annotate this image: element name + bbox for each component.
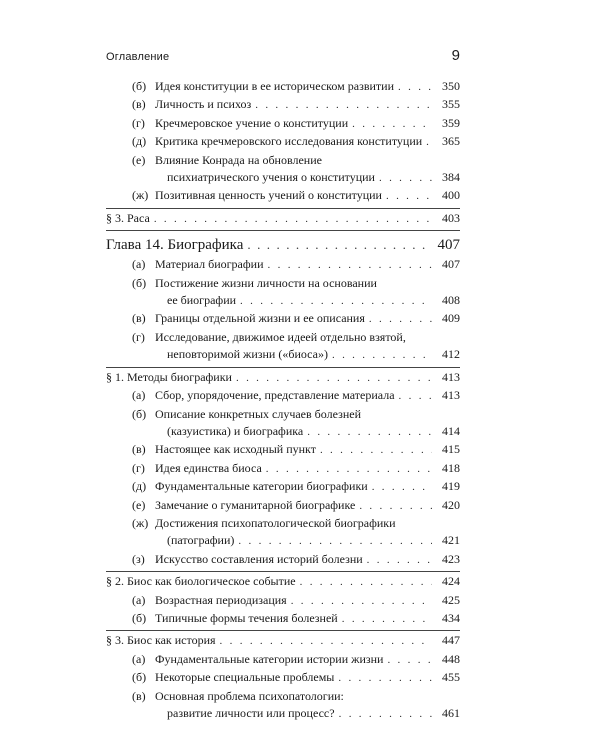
toc-entry-title: Глава 14. Биографика [106, 237, 244, 254]
toc-subsection-entry[interactable] [106, 152, 460, 188]
toc-page-number: 408 [442, 293, 460, 308]
toc-entry-title: Достижения психопатологической биографики [155, 515, 396, 530]
running-head [106, 47, 460, 67]
running-title: Оглавление [106, 51, 170, 63]
leader-dots [236, 370, 432, 387]
toc-entry-title: неповторимой жизни («биоса») [167, 347, 328, 362]
section-divider [106, 630, 460, 631]
leader-dots [372, 479, 432, 496]
toc-entry-title: Замечание о гуманитарной биографике [155, 497, 356, 512]
toc-entry-title: Основная проблема психопатологии: [155, 688, 344, 703]
toc-subsection-entry[interactable] [106, 96, 460, 114]
toc-section-entry[interactable] [106, 210, 460, 228]
toc-entry-marker: (е) [132, 152, 146, 167]
toc-entry-marker: (в) [132, 442, 146, 457]
toc-entry-title: Фундаментальные категории истории жизни [155, 651, 384, 666]
toc-entry-marker: (е) [132, 497, 146, 512]
toc-subsection-entry[interactable] [106, 115, 460, 133]
toc-page-number: 359 [442, 115, 460, 130]
toc-entry-marker: (г) [132, 460, 145, 475]
toc-entry-marker: (б) [132, 406, 147, 421]
toc-page-number: 407 [442, 257, 460, 272]
table-of-contents [106, 78, 460, 723]
toc-subsection-entry[interactable] [106, 275, 460, 311]
toc-entry-title: Возрастная периодизация [155, 592, 287, 607]
toc-subsection-entry[interactable] [106, 551, 460, 569]
toc-page-number: 409 [442, 311, 460, 326]
toc-entry-title: Настоящее как исходный пункт [155, 442, 316, 457]
leader-dots [367, 552, 432, 569]
toc-entry-marker: (д) [132, 479, 147, 494]
toc-entry-title: Некоторые специальные проблемы [155, 670, 335, 685]
toc-entry-marker: (ж) [132, 515, 149, 530]
leader-dots [387, 652, 432, 669]
toc-section-entry[interactable] [106, 632, 460, 650]
toc-page-number: 414 [442, 423, 460, 438]
toc-subsection-entry[interactable] [106, 133, 460, 151]
leader-dots [255, 97, 432, 114]
toc-page-number: 384 [442, 170, 460, 185]
leader-dots [220, 633, 432, 650]
toc-entry-title: Постижение жизни личности на основании [155, 275, 377, 290]
toc-entry-marker: (а) [132, 592, 146, 607]
leader-dots [266, 461, 432, 478]
toc-page-number: 413 [442, 388, 460, 403]
toc-page-number: 418 [442, 460, 460, 475]
toc-entry-marker: (а) [132, 651, 146, 666]
page-number: 9 [451, 47, 460, 64]
toc-entry-marker: (б) [132, 275, 147, 290]
toc-entry-title: Типичные формы течения болезней [155, 610, 338, 625]
toc-page-number: 420 [442, 497, 460, 512]
toc-page-number: 424 [442, 574, 460, 589]
toc-subsection-entry[interactable] [106, 387, 460, 405]
toc-entry-title: § 2. Биос как биологическое событие [106, 574, 296, 589]
toc-subsection-entry[interactable] [106, 688, 460, 724]
toc-subsection-entry[interactable] [106, 460, 460, 478]
toc-page-number: 412 [442, 347, 460, 362]
toc-page-number: 419 [442, 479, 460, 494]
toc-page-number: 461 [442, 706, 460, 720]
toc-subsection-entry[interactable] [106, 478, 460, 496]
leader-dots [352, 116, 432, 133]
toc-entry-marker: (в) [132, 688, 146, 703]
toc-section-entry[interactable] [106, 573, 460, 591]
toc-entry-title: развитие личности или процесс? [167, 706, 335, 720]
toc-entry-title: Описание конкретных случаев болезней [155, 406, 361, 421]
toc-entry-title: Идея конституции в ее историческом развитии [155, 79, 394, 93]
toc-section-entry[interactable] [106, 369, 460, 387]
leader-dots [339, 706, 432, 723]
toc-entry-title: Искусство составления историй болезни [155, 551, 363, 566]
toc-subsection-entry[interactable] [106, 310, 460, 328]
toc-page-number: 421 [442, 533, 460, 548]
toc-page-number: 415 [442, 442, 460, 457]
toc-subsection-entry[interactable] [106, 651, 460, 669]
toc-entry-marker: (з) [132, 551, 145, 566]
leader-dots [320, 442, 432, 459]
toc-subsection-entry[interactable] [106, 187, 460, 205]
toc-page-number: 425 [442, 592, 460, 607]
toc-entry-marker: (в) [132, 311, 146, 326]
toc-page-number: 434 [442, 610, 460, 625]
toc-entry-title: Кречмеровское учение о конституции [155, 115, 349, 130]
toc-entry-title: § 1. Методы биографики [106, 369, 232, 384]
toc-entry-title: ее биографии [167, 293, 237, 308]
leader-dots [268, 257, 433, 274]
toc-subsection-entry[interactable] [106, 610, 460, 628]
toc-entry-title: Личность и психоз [155, 97, 252, 112]
toc-subsection-entry[interactable] [106, 78, 460, 96]
leader-dots [342, 611, 432, 628]
toc-entry-marker: (г) [132, 115, 145, 130]
toc-entry-marker: (а) [132, 257, 146, 272]
toc-entry-title: § 3. Раса [106, 210, 150, 225]
leader-dots [359, 498, 432, 515]
leader-dots [386, 188, 432, 205]
toc-page-number: 400 [442, 188, 460, 203]
toc-entry-marker: (в) [132, 97, 146, 112]
toc-entry-marker: (б) [132, 610, 147, 625]
toc-page-number: 365 [442, 134, 460, 149]
toc-subsection-entry[interactable] [106, 441, 460, 459]
leader-dots [398, 79, 432, 96]
leader-dots [426, 134, 432, 151]
toc-entry-title: Влияние Конрада на обновление [155, 152, 322, 167]
toc-page-number: 447 [442, 633, 460, 648]
toc-page-number: 355 [442, 97, 460, 112]
toc-page-number: 455 [442, 670, 460, 685]
toc-entry-marker: (д) [132, 134, 147, 149]
leader-dots [238, 533, 432, 550]
toc-subsection-entry[interactable] [106, 669, 460, 687]
toc-page-number: 403 [442, 210, 460, 225]
leader-dots [247, 234, 432, 255]
leader-dots [291, 593, 432, 610]
toc-page-number: 407 [437, 237, 460, 254]
toc-entry-title: Сбор, упорядочение, представление материала [155, 388, 395, 403]
toc-entry-title: (казуистика) и биографика [167, 423, 304, 438]
leader-dots [307, 424, 432, 441]
section-divider [106, 571, 460, 572]
toc-entry-marker: (а) [132, 388, 146, 403]
toc-entry-marker: (ж) [132, 188, 149, 203]
toc-entry-marker: (г) [132, 329, 145, 344]
leader-dots [379, 170, 432, 187]
toc-page-number: 423 [442, 551, 460, 566]
section-divider [106, 230, 460, 231]
toc-subsection-entry[interactable] [106, 592, 460, 610]
toc-subsection-entry[interactable] [106, 497, 460, 515]
toc-entry-marker: (б) [132, 670, 147, 685]
leader-dots [332, 347, 432, 364]
leader-dots [338, 670, 432, 687]
leader-dots [240, 293, 432, 310]
leader-dots [154, 211, 432, 228]
toc-subsection-entry[interactable] [106, 406, 460, 442]
toc-entry-title: психиатрического учения о конституции [167, 170, 375, 185]
toc-page-number: 350 [442, 79, 460, 93]
toc-page-number: 413 [442, 369, 460, 384]
section-divider [106, 367, 460, 368]
toc-subsection-entry[interactable] [106, 515, 460, 551]
toc-entry-title: Позитивная ценность учений о конституции [155, 188, 382, 203]
toc-chapter-entry[interactable] [106, 234, 460, 256]
leader-dots [369, 311, 432, 328]
toc-entry-title: Исследование, движимое идеей отдельно взятой, [155, 329, 406, 344]
toc-page-number: 448 [442, 651, 460, 666]
section-divider [106, 208, 460, 209]
toc-entry-title: Фундаментальные категории биографики [155, 479, 368, 494]
toc-subsection-entry[interactable] [106, 329, 460, 365]
leader-dots [300, 574, 432, 591]
toc-subsection-entry[interactable] [106, 256, 460, 274]
toc-entry-title: Материал биографии [155, 257, 264, 272]
leader-dots [399, 388, 432, 405]
toc-entry-title: § 3. Биос как история [106, 633, 216, 648]
toc-entry-title: Критика кречмеровского исследования конституции [155, 134, 423, 149]
toc-entry-title: Идея единства биоса [155, 460, 262, 475]
toc-entry-title: (патографии) [167, 533, 235, 548]
toc-entry-marker: (б) [132, 79, 147, 93]
toc-entry-title: Границы отдельной жизни и ее описания [155, 311, 365, 326]
